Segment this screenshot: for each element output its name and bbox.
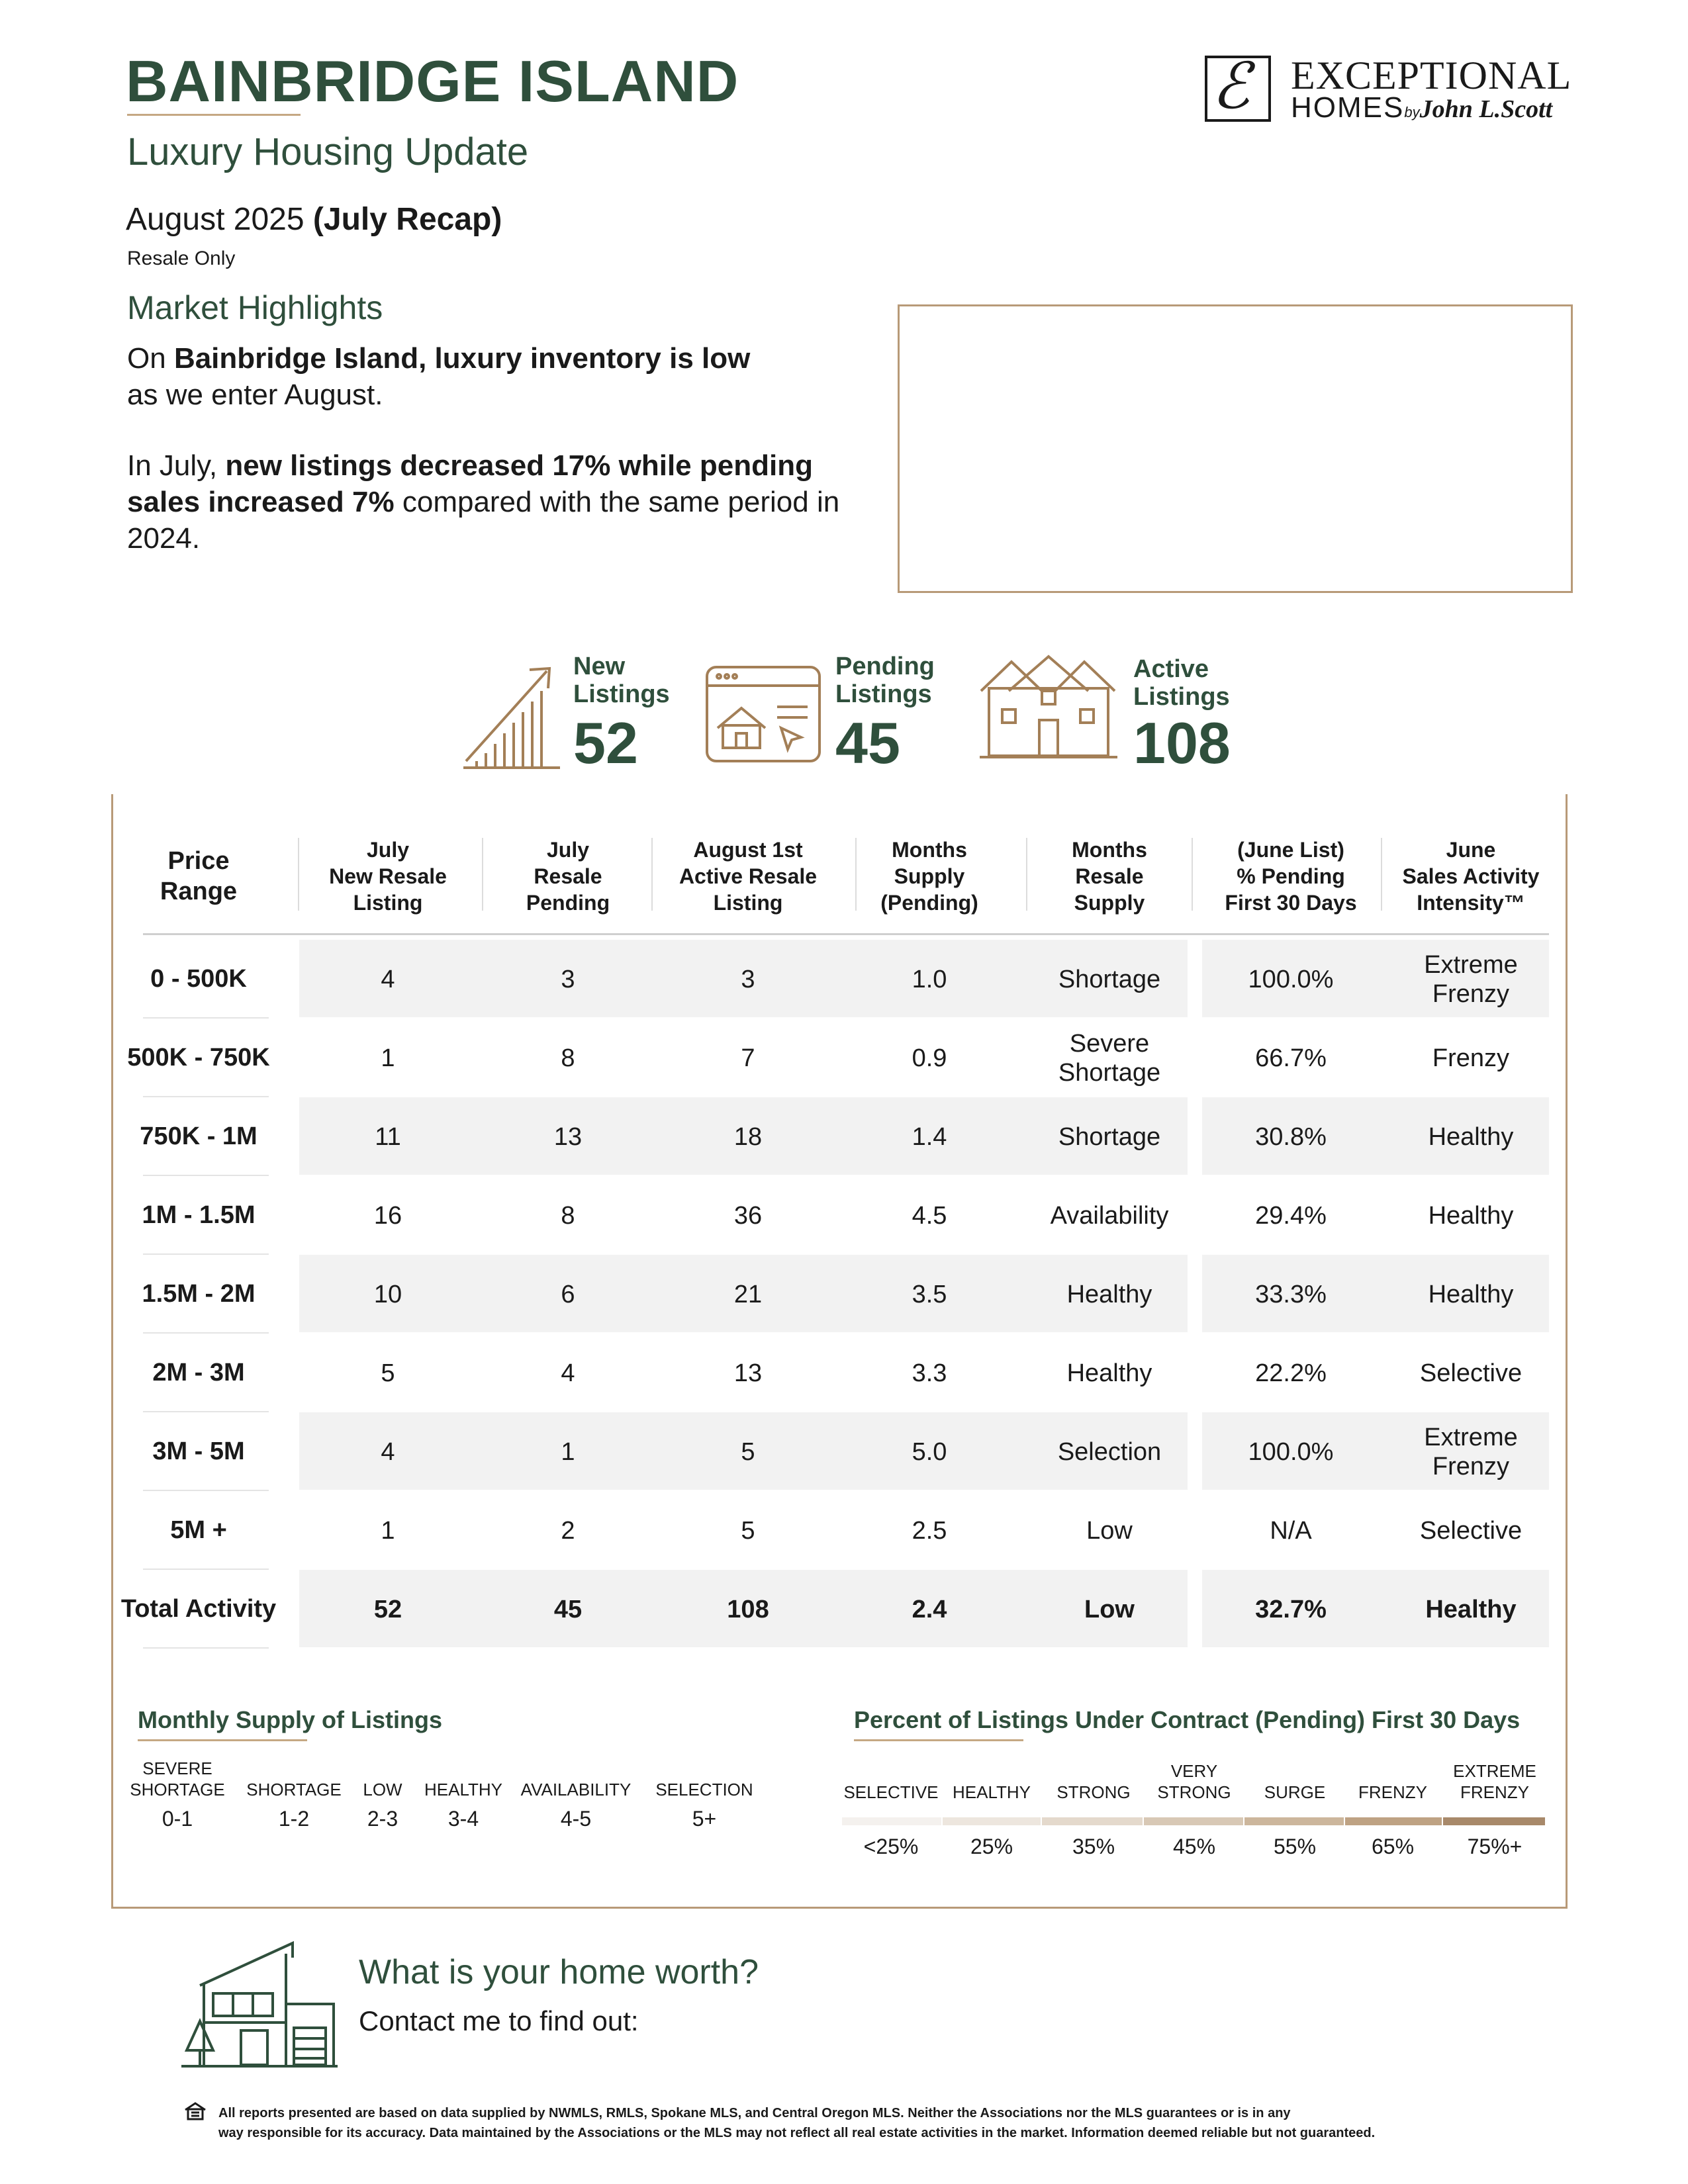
table-cell: 16 [373, 1201, 402, 1230]
table-cell: 100.0% [1248, 1437, 1334, 1466]
pending-legend-label: FRENZY [1358, 1782, 1427, 1802]
logo-line-1: EXCEPTIONAL [1291, 54, 1572, 97]
table-cell: Healthy [1428, 1122, 1514, 1151]
table-header-divider [298, 838, 299, 911]
table-cell: 18 [733, 1122, 763, 1151]
disclaimer [218, 2103, 1489, 2143]
p2-pre: In July, [127, 449, 218, 482]
supply-legend-range: 4-5 [560, 1807, 592, 1831]
table-cell: 3.3 [912, 1359, 947, 1387]
table-header-divider [1192, 838, 1193, 911]
resale-note: Resale Only [127, 248, 236, 269]
table-cell: 5.0 [912, 1437, 947, 1466]
pending-legend-range: 45% [1172, 1835, 1216, 1858]
table-header-divider [651, 838, 653, 911]
row-price-range: 500K - 750K [127, 1044, 270, 1071]
p1-bold: Bainbridge Island, luxury inventory is low [173, 342, 751, 375]
active-listings-value: 108 [1133, 710, 1231, 776]
pending-legend-range: 65% [1371, 1835, 1415, 1858]
table-header-cell: August 1st Active Resale Listing [679, 838, 818, 915]
table-cell: 13 [733, 1359, 763, 1387]
p2-post: compared with the same period in 2024. [127, 486, 840, 555]
table-header-cell: July New Resale Listing [329, 838, 447, 915]
disclaimer-line-1: All reports presented are based on data supplied by NWMLS, RMLS, Spokane MLS, and Central Oregon MLS. Neither the Associations nor the MLS guarantees or is in any [218, 2106, 1291, 2120]
p1-post: as we enter August. [127, 379, 383, 411]
row-price-range: 750K - 1M [140, 1122, 258, 1150]
pending-legend-label: HEALTHY [953, 1782, 1031, 1802]
table-header-rule [143, 933, 1549, 935]
table-header-cell: June Sales Activity Intensity™ [1402, 838, 1540, 915]
row-price-range: 1.5M - 2M [142, 1280, 256, 1308]
supply-legend-underline [138, 1739, 307, 1741]
active-label-line-2: Listings [1133, 683, 1230, 711]
table-cell: 5 [741, 1516, 755, 1545]
pending-legend-underline [854, 1739, 1023, 1741]
table-cell: 4 [381, 965, 395, 993]
row-price-range: 1M - 1.5M [142, 1201, 256, 1229]
table-cell: 4 [561, 1359, 575, 1387]
pending-legend-swatch [1144, 1817, 1243, 1825]
table-cell: 7 [741, 1044, 755, 1072]
table-cell: 3 [741, 965, 755, 993]
table-cell: 1.0 [912, 965, 947, 993]
supply-legend-label: SELECTION [655, 1780, 753, 1799]
table-cell: Extreme Frenzy [1424, 1423, 1518, 1480]
logo-brand: John L.Scott [1419, 95, 1553, 123]
table-cell: Availability [1050, 1201, 1169, 1230]
table-header-divider [482, 838, 483, 911]
row-price-range: 5M + [170, 1516, 227, 1544]
table-header-cell: July Resale Pending [526, 838, 610, 915]
table-cell: 2.5 [912, 1516, 947, 1545]
table-header-cell: Months Supply (Pending) [880, 838, 978, 915]
pending-legend-swatch [943, 1817, 1041, 1825]
p2-bold: new listings decreased 17% while pending sales increased 7% [127, 449, 813, 518]
pending-legend-range: 25% [970, 1835, 1013, 1858]
table-cell: 45 [553, 1595, 583, 1623]
table-cell: Severe Shortage [1058, 1029, 1161, 1087]
table-cell: 1.4 [912, 1122, 947, 1151]
supply-legend-title: Monthly Supply of Listings [138, 1706, 442, 1733]
supply-legend-range: 2-3 [367, 1807, 399, 1831]
table-cell: Low [1084, 1595, 1135, 1623]
pending-label-line-1: Pending [835, 653, 935, 680]
table-cell: Healthy [1428, 1201, 1514, 1230]
row-price-range: 3M - 5M [152, 1437, 245, 1465]
row-price-range: 0 - 500K [150, 965, 247, 993]
disclaimer-line-2: way responsible for its accuracy. Data maintained by the Associations or the MLS may not reflect all real estate activities in the market. Information deemed reliable but not guaranteed. [218, 2126, 1376, 2140]
pending-legend-title: Percent of Listings Under Contract (Pending) First 30 Days [854, 1706, 1521, 1733]
table-cell: 29.4% [1255, 1201, 1327, 1230]
table-cell: Healthy [1428, 1280, 1514, 1308]
page-subtitle: Luxury Housing Update [127, 130, 529, 173]
table-cell: 66.7% [1255, 1044, 1327, 1072]
supply-legend-range: 0-1 [162, 1807, 193, 1831]
table-cell: 1 [381, 1516, 395, 1545]
table-cell: Low [1086, 1516, 1133, 1545]
pending-label-line-2: Listings [835, 680, 932, 708]
row-price-range: 2M - 3M [152, 1359, 245, 1387]
new-label-line-1: New [573, 653, 626, 680]
table-cell: 0.9 [912, 1044, 947, 1072]
table-header-cell: (June List) % Pending First 30 Days [1225, 838, 1357, 915]
modern-house-icon [180, 1939, 339, 2069]
table-cell: 36 [733, 1201, 763, 1230]
table-cell: Selective [1419, 1359, 1523, 1387]
table-header-cell: Months Resale Supply [1072, 838, 1147, 915]
pending-legend-range: 75%+ [1467, 1835, 1523, 1858]
table-cell: 5 [381, 1359, 395, 1387]
pending-legend-swatch [1244, 1817, 1344, 1825]
table-cell: Selective [1419, 1516, 1523, 1545]
table-cell: 30.8% [1255, 1122, 1327, 1151]
table-cell: Healthy [1066, 1280, 1152, 1308]
table-cell: 3 [561, 965, 575, 993]
supply-legend-label: AVAILABILITY [520, 1780, 632, 1799]
period-recap: (July Recap) [312, 202, 502, 237]
table-cell: 2 [561, 1516, 575, 1545]
table-cell: Shortage [1058, 965, 1161, 993]
pending-legend-range: 35% [1072, 1835, 1115, 1858]
page-title: BAINBRIDGE ISLAND [126, 48, 739, 114]
supply-legend-range: 3-4 [447, 1807, 479, 1831]
supply-legend-label: SEVERE SHORTAGE [130, 1758, 225, 1799]
new-listings-value: 52 [573, 710, 638, 776]
supply-legend-label: HEALTHY [424, 1780, 502, 1799]
table-cell: 1 [381, 1044, 395, 1072]
logo-by: by [1404, 104, 1420, 120]
table-header-divider [1026, 838, 1027, 911]
table-cell: Shortage [1058, 1122, 1161, 1151]
table-cell: Frenzy [1432, 1044, 1510, 1072]
table-cell: 4 [381, 1437, 395, 1466]
equal-housing-icon [184, 2102, 207, 2120]
pending-legend-label: SELECTIVE [843, 1782, 939, 1802]
pending-legend-label: STRONG [1056, 1782, 1131, 1802]
table-cell: 13 [553, 1122, 583, 1151]
table-cell: 22.2% [1255, 1359, 1327, 1387]
pending-legend-label: EXTREME FRENZY [1453, 1761, 1536, 1802]
period-month: August 2025 [126, 202, 305, 237]
table-cell: Healthy [1425, 1595, 1517, 1623]
table-cell: 10 [373, 1280, 402, 1308]
table-cell: 33.3% [1255, 1280, 1327, 1308]
table-header-divider [855, 838, 857, 911]
logo-e-glyph: ℰ [1211, 49, 1250, 123]
pending-legend-label: VERY STRONG [1157, 1761, 1231, 1802]
pending-legend-range: 55% [1273, 1835, 1317, 1858]
table-header-cell: Price Range [160, 847, 238, 905]
p1-pre: On [127, 342, 166, 375]
pending-legend-swatch [1345, 1817, 1442, 1825]
table-cell: 32.7% [1255, 1595, 1327, 1623]
table-cell: 6 [561, 1280, 575, 1308]
table-cell: 100.0% [1248, 965, 1334, 993]
table-cell: Selection [1057, 1437, 1162, 1466]
table-cell: 5 [741, 1437, 755, 1466]
table-header-divider [1381, 838, 1382, 911]
table-cell: 1 [561, 1437, 575, 1466]
logo-homes: HOMES [1291, 91, 1405, 124]
pending-legend-swatch [842, 1817, 941, 1825]
table-cell: 8 [561, 1201, 575, 1230]
highlights-heading: Market Highlights [127, 289, 383, 326]
table-cell: 52 [373, 1595, 402, 1623]
pending-legend-swatch [1443, 1817, 1545, 1825]
table-cell: 108 [727, 1595, 769, 1623]
table-cell: 11 [375, 1122, 401, 1151]
active-label-line-1: Active [1133, 655, 1209, 683]
new-label-line-2: Listings [573, 680, 670, 708]
supply-legend-range: 1-2 [278, 1807, 310, 1831]
pending-listings-value: 45 [835, 710, 900, 776]
row-price-range: Total Activity [120, 1595, 277, 1623]
cta-contact: Contact me to find out: [359, 2005, 639, 2036]
pending-legend-swatch [1042, 1817, 1143, 1825]
table-cell: Healthy [1066, 1359, 1152, 1387]
table-cell: Extreme Frenzy [1424, 950, 1518, 1008]
table-cell: 4.5 [912, 1201, 947, 1230]
table-cell: 3.5 [912, 1280, 947, 1308]
supply-legend-label: LOW [363, 1780, 402, 1799]
table-cell: 2.4 [912, 1595, 947, 1623]
table-cell: 8 [561, 1044, 575, 1072]
pending-legend-range: <25% [863, 1835, 919, 1858]
cta-question: What is your home worth? [359, 1953, 759, 1991]
supply-legend-range: 5+ [692, 1807, 717, 1831]
table-cell: N/A [1270, 1516, 1312, 1545]
supply-legend-label: SHORTAGE [246, 1780, 342, 1799]
pending-legend-label: SURGE [1264, 1782, 1326, 1802]
table-cell: 21 [733, 1280, 763, 1308]
